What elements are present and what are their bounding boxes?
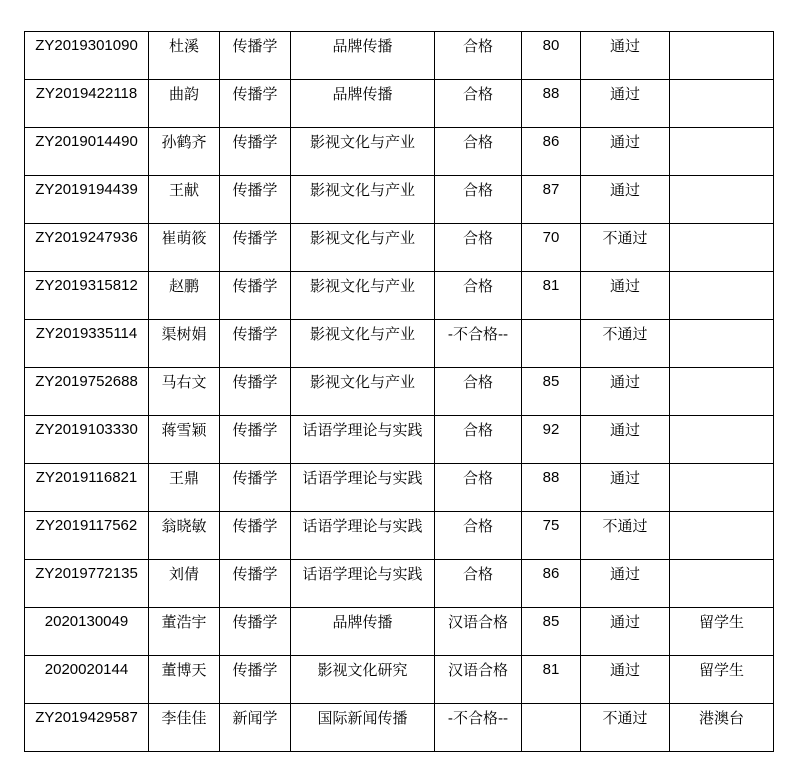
student-name-cell-text: 蒋雪颖 [161, 421, 207, 439]
student-name-cell [149, 656, 220, 704]
student-id-cell-text: ZY2019315812 [35, 277, 138, 294]
direction-cell [291, 224, 435, 272]
major-cell-text: 传播学 [232, 85, 278, 103]
result-cell-text: 通过 [609, 661, 640, 679]
direction-cell [291, 608, 435, 656]
student-id-cell-text: ZY2019247936 [35, 229, 138, 246]
note-cell [670, 512, 774, 560]
result-cell-text: 不通过 [602, 517, 648, 535]
language-test-cell-text: 合格 [462, 277, 493, 295]
note-cell-text: 港澳台 [698, 709, 744, 727]
result-cell [581, 560, 670, 608]
major-cell [220, 320, 291, 368]
note-cell [670, 80, 774, 128]
major-cell-text: 新闻学 [232, 709, 278, 727]
note-cell [670, 560, 774, 608]
student-name-cell-text: 孙鹤齐 [161, 133, 207, 151]
major-cell [220, 128, 291, 176]
note-cell [670, 608, 774, 656]
result-cell [581, 704, 670, 752]
results-table [24, 31, 774, 752]
table-row [25, 560, 774, 608]
language-test-cell [435, 656, 522, 704]
direction-cell-text: 影视文化研究 [317, 661, 408, 679]
student-name-cell [149, 272, 220, 320]
result-cell [581, 464, 670, 512]
student-name-cell-text: 李佳佳 [161, 709, 207, 727]
student-id-cell-text: 2020130049 [44, 613, 129, 630]
student-id-cell-text: ZY2019014490 [35, 133, 138, 150]
student-name-cell-text: 翁晓敏 [161, 517, 207, 535]
score-cell-text: 88 [542, 85, 560, 102]
table-row [25, 368, 774, 416]
result-cell [581, 128, 670, 176]
score-cell [522, 224, 581, 272]
score-cell-text: 70 [542, 229, 560, 246]
student-name-cell [149, 80, 220, 128]
major-cell [220, 368, 291, 416]
note-cell-text: 留学生 [698, 661, 744, 679]
student-id-cell-text: ZY2019301090 [35, 37, 138, 54]
direction-cell-text: 品牌传播 [332, 37, 393, 55]
major-cell-text: 传播学 [232, 229, 278, 247]
note-cell-text [670, 32, 773, 37]
table-row [25, 416, 774, 464]
direction-cell-text: 影视文化与产业 [309, 277, 415, 295]
result-cell-text: 通过 [609, 85, 640, 103]
score-cell [522, 656, 581, 704]
result-cell [581, 656, 670, 704]
note-cell-text [670, 512, 773, 517]
major-cell [220, 272, 291, 320]
result-cell-text: 通过 [609, 133, 640, 151]
student-id-cell-text: ZY2019194439 [35, 181, 138, 198]
table-row [25, 512, 774, 560]
score-cell [522, 560, 581, 608]
language-test-cell [435, 128, 522, 176]
language-test-cell-text: 合格 [462, 373, 493, 391]
note-cell-text [670, 224, 773, 229]
score-cell-text [522, 704, 580, 709]
note-cell [670, 128, 774, 176]
direction-cell-text: 品牌传播 [332, 85, 393, 103]
student-name-cell [149, 464, 220, 512]
student-name-cell [149, 560, 220, 608]
note-cell-text [670, 128, 773, 133]
score-cell [522, 128, 581, 176]
score-cell-text: 81 [542, 277, 560, 294]
direction-cell [291, 368, 435, 416]
major-cell-text: 传播学 [232, 661, 278, 679]
major-cell-text: 传播学 [232, 373, 278, 391]
major-cell-text: 传播学 [232, 325, 278, 343]
direction-cell [291, 464, 435, 512]
score-cell [522, 32, 581, 80]
student-id-cell-text: ZY2019335114 [35, 325, 138, 342]
major-cell [220, 560, 291, 608]
direction-cell [291, 272, 435, 320]
student-id-cell-text: ZY2019117562 [35, 517, 138, 534]
student-id-cell [25, 704, 149, 752]
major-cell [220, 176, 291, 224]
student-id-cell [25, 368, 149, 416]
score-cell-text: 81 [542, 661, 560, 678]
note-cell-text [670, 80, 773, 85]
result-cell [581, 80, 670, 128]
major-cell-text: 传播学 [232, 613, 278, 631]
score-cell [522, 608, 581, 656]
student-id-cell-text: ZY2019422118 [35, 85, 138, 102]
language-test-cell [435, 368, 522, 416]
language-test-cell-text: 合格 [462, 565, 493, 583]
table-row [25, 320, 774, 368]
language-test-cell-text: 汉语合格 [447, 613, 508, 631]
table-row [25, 32, 774, 80]
result-cell-text: 通过 [609, 613, 640, 631]
score-cell-text: 85 [542, 613, 560, 630]
note-cell-text [670, 272, 773, 277]
score-cell [522, 272, 581, 320]
score-cell [522, 512, 581, 560]
language-test-cell [435, 80, 522, 128]
direction-cell-text: 话语学理论与实践 [302, 565, 423, 583]
result-cell-text: 通过 [609, 277, 640, 295]
table-row [25, 464, 774, 512]
language-test-cell-text: 合格 [462, 181, 493, 199]
language-test-cell-text: 合格 [462, 229, 493, 247]
language-test-cell-text: 合格 [462, 85, 493, 103]
note-cell [670, 464, 774, 512]
score-cell-text: 75 [542, 517, 560, 534]
student-id-cell-text: ZY2019116821 [35, 469, 138, 486]
note-cell [670, 176, 774, 224]
student-name-cell [149, 320, 220, 368]
direction-cell [291, 704, 435, 752]
language-test-cell-text: 合格 [462, 133, 493, 151]
major-cell-text: 传播学 [232, 181, 278, 199]
student-name-cell-text: 王鼎 [168, 469, 199, 487]
student-name-cell [149, 368, 220, 416]
student-id-cell-text: 2020020144 [44, 661, 129, 678]
table-row [25, 272, 774, 320]
student-id-cell [25, 224, 149, 272]
result-cell [581, 176, 670, 224]
table-row [25, 224, 774, 272]
student-id-cell [25, 464, 149, 512]
major-cell-text: 传播学 [232, 277, 278, 295]
result-cell-text: 通过 [609, 181, 640, 199]
student-id-cell [25, 176, 149, 224]
direction-cell [291, 656, 435, 704]
language-test-cell-text: 合格 [462, 421, 493, 439]
major-cell [220, 512, 291, 560]
major-cell [220, 80, 291, 128]
score-cell-text: 86 [542, 565, 560, 582]
table-row [25, 704, 774, 752]
language-test-cell [435, 416, 522, 464]
major-cell-text: 传播学 [232, 133, 278, 151]
table-body [25, 32, 774, 752]
student-name-cell [149, 416, 220, 464]
student-name-cell-text: 董博天 [161, 661, 207, 679]
note-cell-text [670, 416, 773, 421]
language-test-cell [435, 560, 522, 608]
direction-cell [291, 80, 435, 128]
language-test-cell-text: 汉语合格 [447, 661, 508, 679]
student-id-cell [25, 560, 149, 608]
student-name-cell-text: 刘倩 [168, 565, 199, 583]
student-id-cell [25, 32, 149, 80]
score-cell [522, 368, 581, 416]
table-row [25, 80, 774, 128]
note-cell-text [670, 176, 773, 181]
note-cell-text [670, 368, 773, 373]
student-name-cell [149, 224, 220, 272]
direction-cell-text: 话语学理论与实践 [302, 517, 423, 535]
result-cell [581, 608, 670, 656]
result-cell [581, 320, 670, 368]
student-id-cell [25, 656, 149, 704]
student-name-cell [149, 176, 220, 224]
table-row [25, 656, 774, 704]
result-cell-text: 通过 [609, 469, 640, 487]
score-cell-text: 86 [542, 133, 560, 150]
result-cell-text: 不通过 [602, 325, 648, 343]
student-name-cell-text: 马右文 [161, 373, 207, 391]
direction-cell [291, 320, 435, 368]
score-cell-text: 88 [542, 469, 560, 486]
result-cell-text: 通过 [609, 37, 640, 55]
student-name-cell [149, 608, 220, 656]
score-cell [522, 704, 581, 752]
student-name-cell-text: 崔萌筱 [161, 229, 207, 247]
score-cell [522, 464, 581, 512]
table-row [25, 176, 774, 224]
major-cell [220, 464, 291, 512]
direction-cell [291, 560, 435, 608]
student-name-cell [149, 512, 220, 560]
major-cell-text: 传播学 [232, 517, 278, 535]
language-test-cell [435, 32, 522, 80]
result-cell [581, 368, 670, 416]
direction-cell-text: 影视文化与产业 [309, 229, 415, 247]
result-cell [581, 32, 670, 80]
student-name-cell-text: 渠树娟 [161, 325, 207, 343]
language-test-cell [435, 512, 522, 560]
direction-cell-text: 影视文化与产业 [309, 133, 415, 151]
score-cell [522, 320, 581, 368]
language-test-cell [435, 608, 522, 656]
result-cell-text: 不通过 [602, 229, 648, 247]
score-cell-text: 85 [542, 373, 560, 390]
major-cell-text: 传播学 [232, 37, 278, 55]
language-test-cell [435, 224, 522, 272]
student-id-cell [25, 272, 149, 320]
major-cell [220, 32, 291, 80]
direction-cell-text: 国际新闻传播 [317, 709, 408, 727]
student-name-cell-text: 董浩宇 [161, 613, 207, 631]
direction-cell [291, 512, 435, 560]
major-cell [220, 224, 291, 272]
major-cell-text: 传播学 [232, 469, 278, 487]
student-id-cell [25, 608, 149, 656]
score-cell-text: 87 [542, 181, 560, 198]
major-cell [220, 656, 291, 704]
language-test-cell [435, 272, 522, 320]
student-id-cell-text: ZY2019429587 [35, 709, 138, 726]
student-id-cell [25, 512, 149, 560]
language-test-cell-text: -不合格-- [447, 325, 509, 343]
direction-cell [291, 176, 435, 224]
student-name-cell-text: 赵鹏 [168, 277, 199, 295]
note-cell-text: 留学生 [698, 613, 744, 631]
student-name-cell-text: 曲韵 [168, 85, 199, 103]
note-cell [670, 656, 774, 704]
major-cell [220, 416, 291, 464]
score-cell-text [522, 320, 580, 325]
note-cell [670, 272, 774, 320]
direction-cell-text: 影视文化与产业 [309, 181, 415, 199]
note-cell-text [670, 560, 773, 565]
note-cell [670, 320, 774, 368]
language-test-cell-text: -不合格-- [447, 709, 509, 727]
major-cell [220, 608, 291, 656]
direction-cell [291, 128, 435, 176]
student-id-cell [25, 320, 149, 368]
note-cell [670, 416, 774, 464]
direction-cell-text: 影视文化与产业 [309, 373, 415, 391]
student-id-cell-text: ZY2019772135 [35, 565, 138, 582]
score-cell [522, 416, 581, 464]
result-cell-text: 通过 [609, 421, 640, 439]
note-cell-text [670, 320, 773, 325]
student-id-cell-text: ZY2019103330 [35, 421, 138, 438]
direction-cell-text: 影视文化与产业 [309, 325, 415, 343]
result-cell [581, 416, 670, 464]
result-cell-text: 通过 [609, 373, 640, 391]
result-cell [581, 224, 670, 272]
language-test-cell [435, 320, 522, 368]
note-cell [670, 704, 774, 752]
table-row [25, 608, 774, 656]
language-test-cell [435, 704, 522, 752]
student-name-cell-text: 王献 [168, 181, 199, 199]
note-cell [670, 32, 774, 80]
result-cell [581, 512, 670, 560]
score-cell [522, 176, 581, 224]
result-cell [581, 272, 670, 320]
major-cell-text: 传播学 [232, 421, 278, 439]
note-cell [670, 224, 774, 272]
student-name-cell [149, 128, 220, 176]
table-row [25, 128, 774, 176]
note-cell [670, 368, 774, 416]
direction-cell-text: 话语学理论与实践 [302, 421, 423, 439]
score-cell-text: 80 [542, 37, 560, 54]
direction-cell-text: 话语学理论与实践 [302, 469, 423, 487]
note-cell-text [670, 464, 773, 469]
major-cell [220, 704, 291, 752]
major-cell-text: 传播学 [232, 565, 278, 583]
language-test-cell [435, 176, 522, 224]
student-id-cell-text: ZY2019752688 [35, 373, 138, 390]
student-name-cell [149, 704, 220, 752]
student-id-cell [25, 416, 149, 464]
result-cell-text: 不通过 [602, 709, 648, 727]
score-cell-text: 92 [542, 421, 560, 438]
student-id-cell [25, 80, 149, 128]
direction-cell-text: 品牌传播 [332, 613, 393, 631]
student-name-cell [149, 32, 220, 80]
student-name-cell-text: 杜溪 [168, 37, 199, 55]
score-cell [522, 80, 581, 128]
language-test-cell-text: 合格 [462, 469, 493, 487]
result-cell-text: 通过 [609, 565, 640, 583]
language-test-cell [435, 464, 522, 512]
language-test-cell-text: 合格 [462, 37, 493, 55]
direction-cell [291, 416, 435, 464]
language-test-cell-text: 合格 [462, 517, 493, 535]
direction-cell [291, 32, 435, 80]
student-id-cell [25, 128, 149, 176]
